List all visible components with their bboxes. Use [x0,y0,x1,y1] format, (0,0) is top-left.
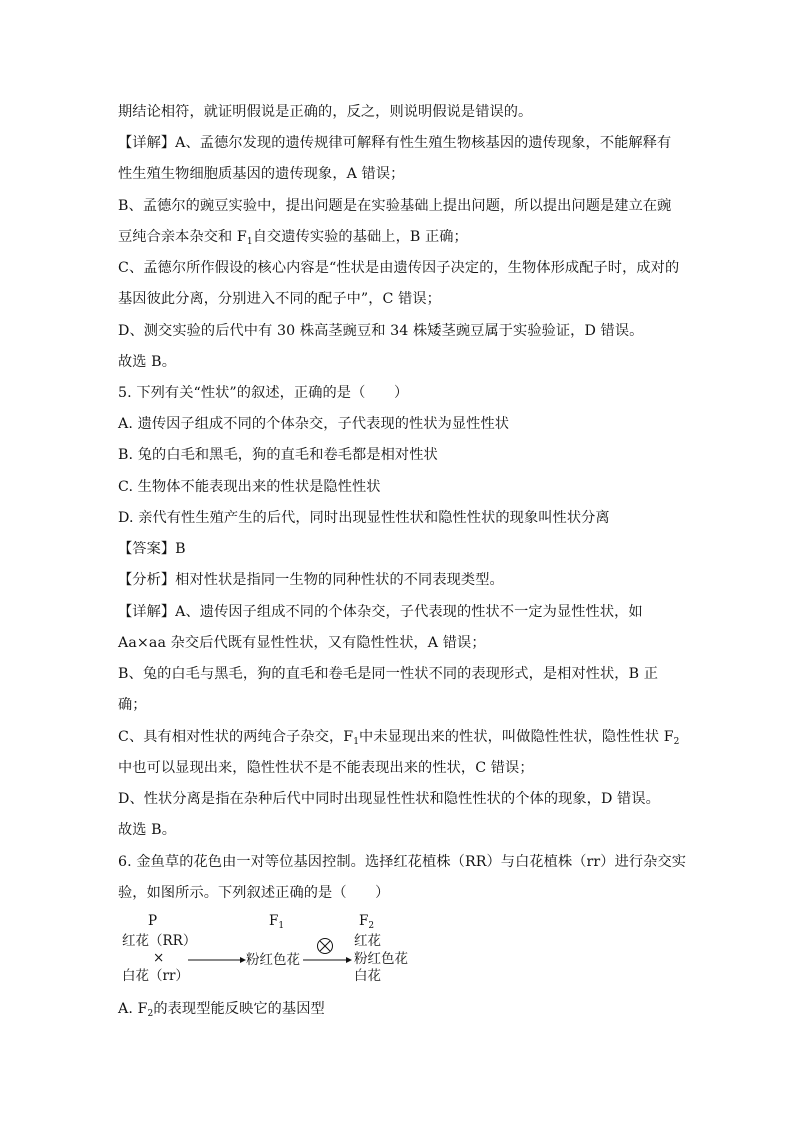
question-6-stem: 6. 金鱼草的花色由一对等位基因控制。选择红花植株（RR）与白花植株（rr）进行杂交实 [118,854,687,870]
question-5-stem: 5. 下列有关“性状”的叙述，正确的是（ ） [118,385,409,401]
parent-red-flower: 红花（RR） [122,933,197,949]
option-d: D. 亲代有性生殖产生的后代，同时出现显性性状和隐性性状的现象叫性状分离 [118,510,610,526]
text-span: 豆纯合亲本杂交和 F [118,229,247,245]
subscript: 1 [246,237,253,247]
text-span: C、具有相对性状的两纯合子杂交，F [118,729,354,745]
text-line: D、性状分离是指在杂种后代中同时出现显性性状和隐性性状的个体的现象，D 错误。 [118,791,660,807]
text-line: 期结论相符，就证明假说是正确的，反之，则说明假说是错误的。 [118,104,533,120]
text-span: 中未显现出来的性状，叫做隐性性状，隐性性状 F [359,729,674,745]
text-line: C、孟德尔所作假设的核心内容是“性状是由遗传因子决定的，生物体形成配子时，成对的 [118,260,680,276]
text-span: 的表现型能反映它的基因型 [153,1001,325,1017]
option-a-q6 [118,1000,325,1018]
arrow-head [346,957,352,963]
cross-symbol: × [153,950,165,966]
parent-white-flower: 白花（rr） [122,968,189,984]
text-line: 基因彼此分离，分别进入不同的配子中”，C 错误； [118,291,441,307]
option-a: A. 遗传因子组成不同的个体杂交，子代表现的性状为显性性状 [118,416,510,432]
f2-phenotype-white: 白花 [354,968,381,984]
answer-line: 【答案】B [118,541,186,557]
text-line: 【详解】A、孟德尔发现的遗传规律可解释有性生殖生物核基因的遗传现象，不能解释有 [118,135,672,151]
text-line: Aa×aa 杂交后代既有显性性状，又有隐性性状，A 错误； [118,635,486,651]
f2-phenotype-red: 红花 [354,933,381,949]
text-span: 自交遗传实验的基础上，B 正确； [252,229,468,245]
f1-phenotype: 粉红色花 [246,952,300,968]
analysis-line: 【分析】相对性状是指同一生物的同种性状的不同表现类型。 [118,572,504,588]
text-line: 验，如图所示。下列叙述正确的是（ ） [118,885,390,901]
text-line: 确； [118,697,147,713]
subscript: 1 [353,737,360,747]
f2-label: $F_2$ [359,913,375,931]
f2-phenotype-pink: 粉红色花 [354,951,408,967]
text-line: D、测交实验的后代中有 30 株高茎豌豆和 34 株矮茎豌豆属于实验验证，D 错误。 [118,323,644,339]
text-span: A. F [118,1001,148,1017]
subscript: 2 [147,1009,154,1019]
text-line: B、兔的白毛与黑毛，狗的直毛和卷毛是同一性状不同的表现形式，是相对性状，B 正 [118,666,659,682]
text-line: B、孟德尔的豌豆实验中，提出问题是在实验基础上提出问题，所以提出问题是建立在豌 [118,198,672,214]
option-b: B. 兔的白毛和黑毛，狗的直毛和卷毛都是相对性状 [118,447,438,463]
p-label: P [148,913,158,929]
text-line: 【详解】A、遗传因子组成不同的个体杂交，子代表现的性状不一定为显性性状，如 [118,604,643,620]
text-line: 中也可以显现出来，隐性性状不是不能表现出来的性状，C 错误； [118,760,534,776]
option-c: C. 生物体不能表现出来的性状是隐性性状 [118,479,381,495]
subscript: 2 [673,737,680,747]
text-line: 故选 B。 [118,822,176,838]
f1-label: $F_1$ [269,913,285,931]
text-line: 故选 B。 [118,354,176,370]
text-line: 性生殖生物细胞质基因的遗传现象，A 错误； [118,166,405,182]
